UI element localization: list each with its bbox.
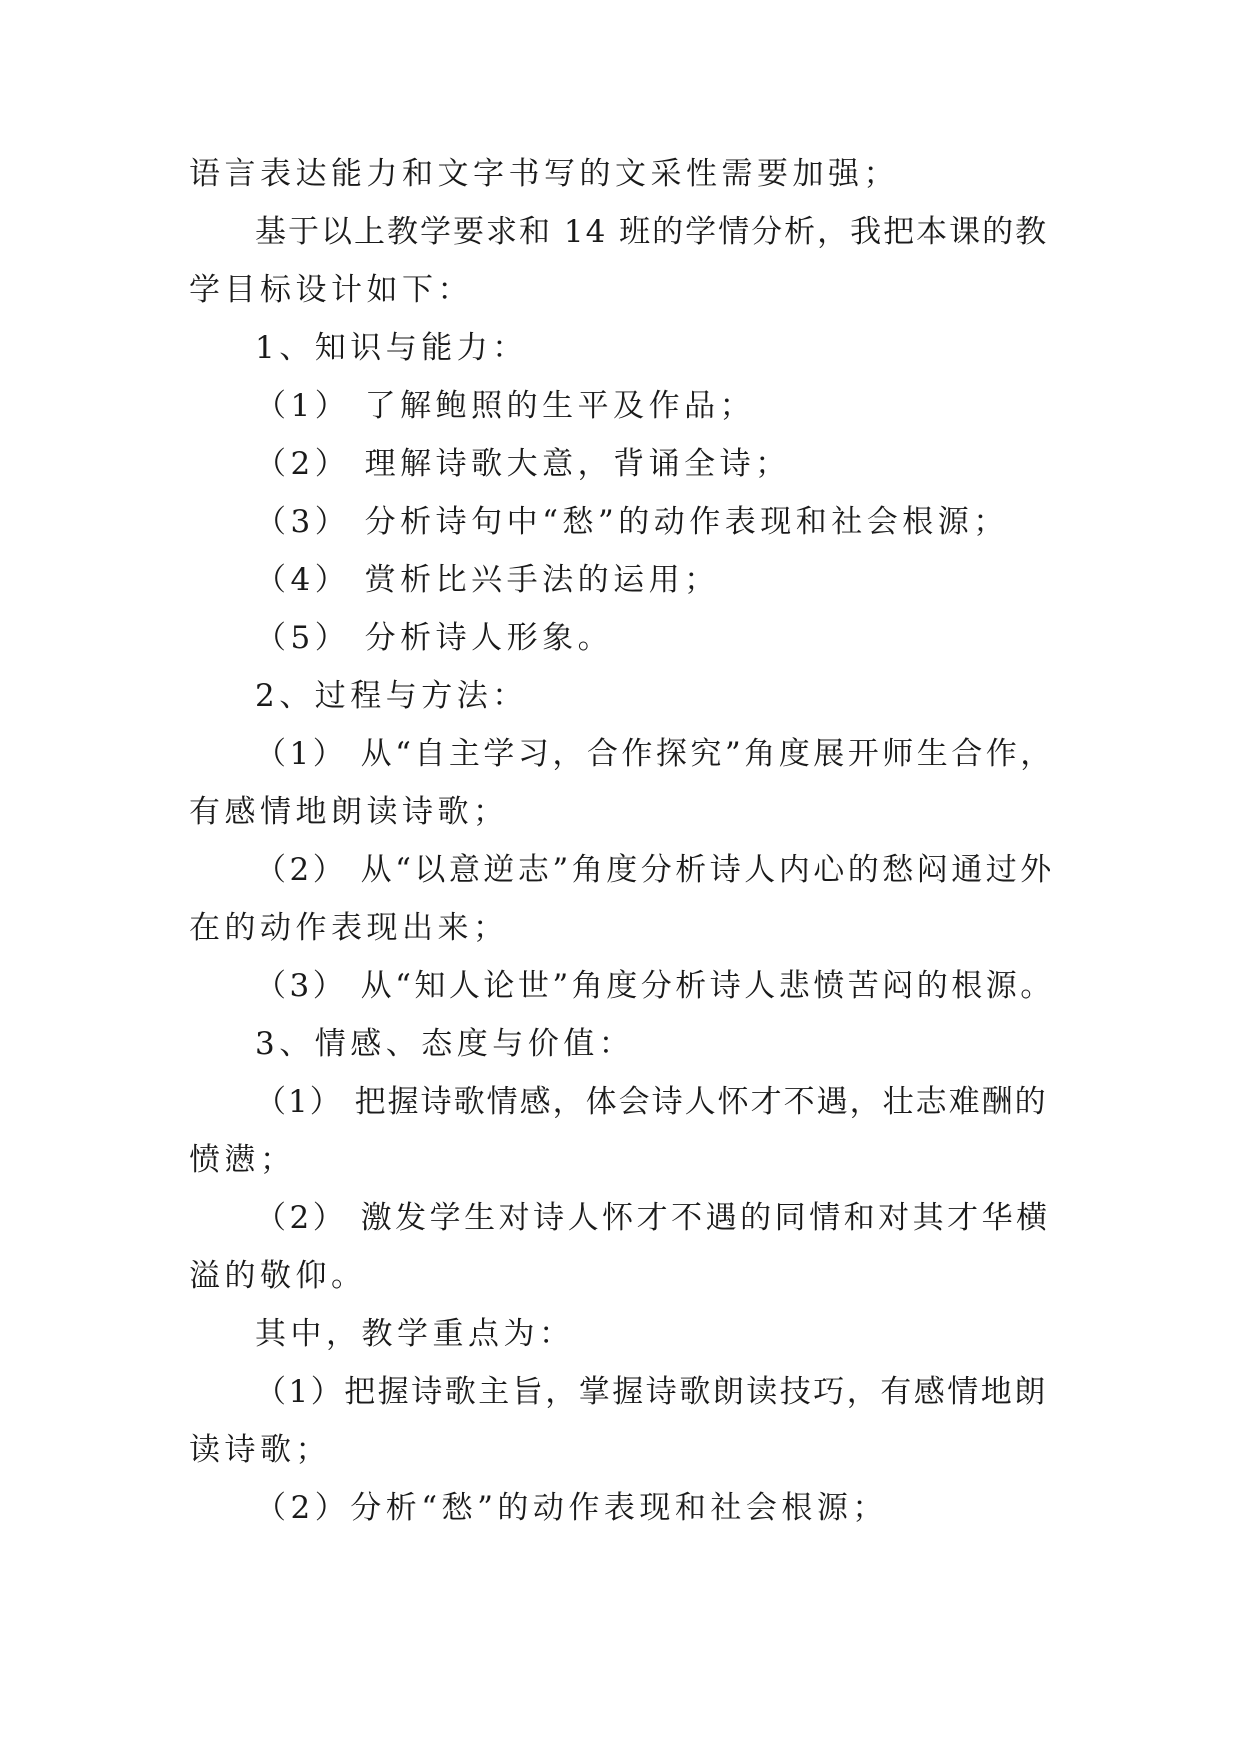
- list-item: （2）分析“愁”的动作表现和社会根源；: [255, 1490, 888, 1526]
- section-heading: 2、过程与方法：: [255, 678, 528, 714]
- paragraph-line: 其中，教学重点为：: [255, 1316, 575, 1352]
- list-item: （2） 理解诗歌大意，背诵全诗；: [255, 446, 791, 482]
- section-heading: 3、情感、态度与价值：: [255, 1026, 635, 1062]
- list-item: （1） 了解鲍照的生平及作品；: [255, 388, 756, 424]
- list-item: （2） 从“以意逆志”角度分析诗人内心的愁闷通过外: [255, 852, 1055, 888]
- paragraph-line: 溢的敬仰。: [189, 1258, 367, 1294]
- paragraph-line: 读诗歌；: [189, 1432, 331, 1468]
- list-item: （5） 分析诗人形象。: [255, 620, 614, 656]
- section-heading: 1、知识与能力：: [255, 330, 528, 366]
- list-item: （1） 从“自主学习，合作探究”角度展开师生合作，: [255, 736, 1055, 772]
- list-item: （2） 激发学生对诗人怀才不遇的同情和对其才华横: [255, 1200, 1051, 1236]
- list-item: （1）把握诗歌主旨，掌握诗歌朗读技巧，有感情地朗: [255, 1374, 1048, 1410]
- paragraph-line: 在的动作表现出来；: [189, 910, 509, 946]
- list-item: （4） 赏析比兴手法的运用；: [255, 562, 720, 598]
- paragraph-line: 学目标设计如下：: [189, 272, 473, 308]
- paragraph-line: 有感情地朗读诗歌；: [189, 794, 509, 830]
- list-item: （3） 分析诗句中“愁”的动作表现和社会根源；: [255, 504, 1009, 540]
- list-item: （3） 从“知人论世”角度分析诗人悲愤苦闷的根源。: [255, 968, 1055, 1004]
- paragraph-line: 语言表达能力和文字书写的文采性需要加强；: [189, 156, 899, 192]
- list-item: （1） 把握诗歌情感，体会诗人怀才不遇，壮志难酬的: [255, 1084, 1048, 1120]
- paragraph-line: 愤懑；: [189, 1142, 296, 1178]
- paragraph-line: 基于以上教学要求和 14 班的学情分析，我把本课的教: [255, 214, 1049, 250]
